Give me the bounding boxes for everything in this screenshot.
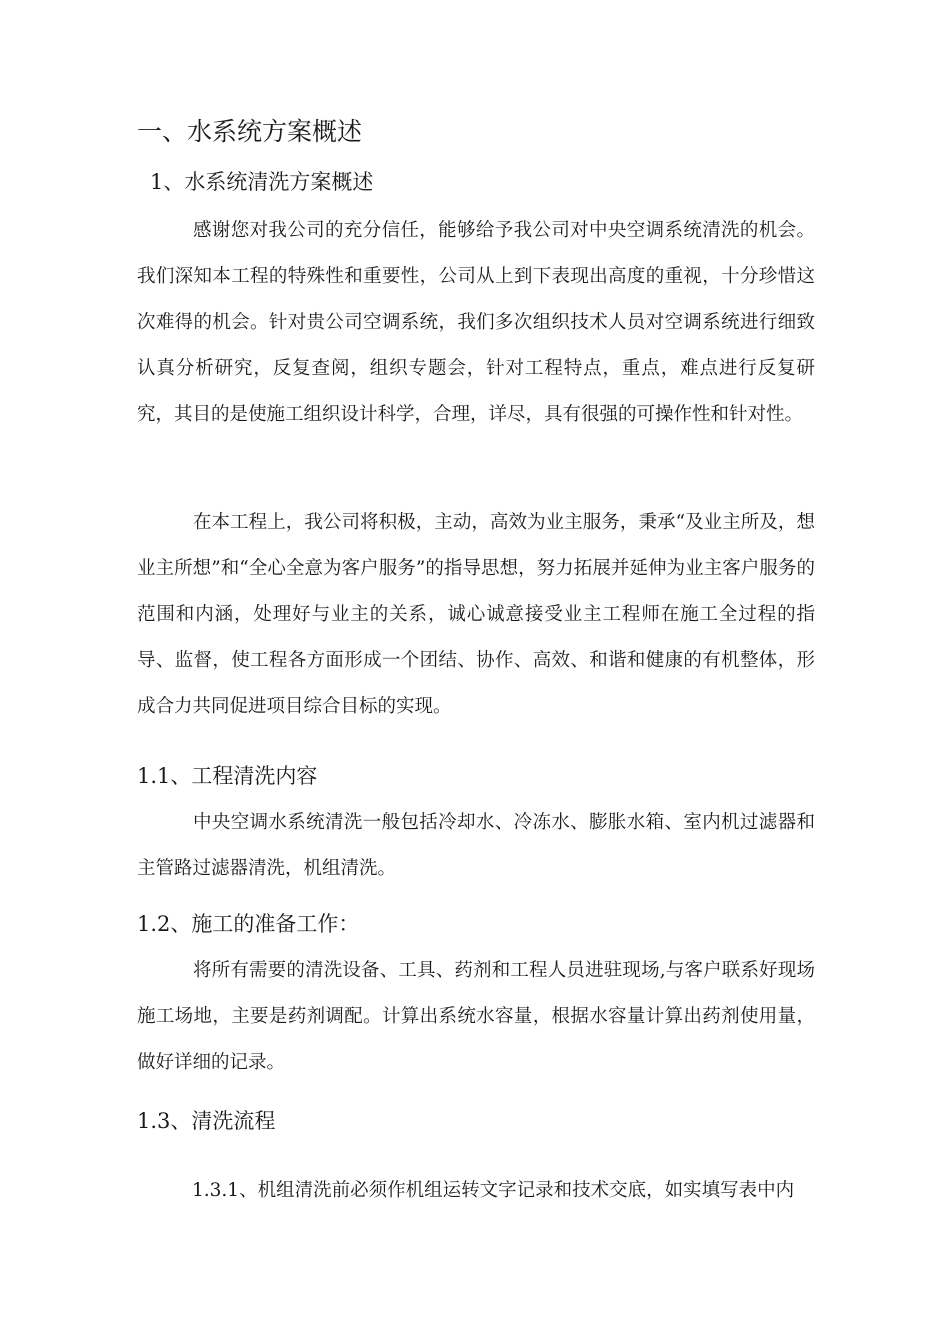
section-1-2-paragraph: 将所有需要的清洗设备、工具、药剂和工程人员进驻现场,与客户联系好现场施工场地，主要是药剂调配。计算出系统水容量，根据水容量计算出药剂使用量，做好详细的记录。 [137, 960, 815, 1073]
section-1-paragraph-1: 感谢您对我公司的充分信任，能够给予我公司对中央空调系统清洗的机会。我们深知本工程的特殊性和重要性，公司从上到下表现出高度的重视，十分珍惜这次难得的机会。针对贵公司空调系统，我们多次组织技术人员对空调系统进行细致认真分析研究，反复查阅，组织专题会，针对工程特点，重点，难点进行反复研究，其目的是使施工组织设计科学，合理，详尽，具有很强的可操作性和针对性。 [137, 220, 815, 425]
section-1-heading: 1、水系统清洗方案概述 [150, 170, 374, 194]
main-heading: 一、水系统方案概述 [137, 117, 363, 146]
section-1-3-1-paragraph: 1.3.1、机组清洗前必须作机组运转文字记录和技术交底，如实填写表中内 [192, 1180, 795, 1201]
section-1-paragraph-2: 在本工程上，我公司将积极，主动，高效为业主服务，秉承“及业主所及，想业主所想”和“全心全意为客户服务”的指导思想，努力拓展并延伸为业主客户服务的范围和内涵，处理好与业主的关系，诚心诚意接受业主工程师在施工全过程的指导、监督，使工程各方面形成一个团结、协作、高效、和谐和健康的有机整体，形成合力共同促进项目综合目标的实现。 [137, 512, 815, 717]
section-1-1-paragraph: 中央空调水系统清洗一般包括冷却水、冷冻水、膨胀水箱、室内机过滤器和主管路过滤器清洗，机组清洗。 [137, 812, 815, 879]
section-1-3-heading: 1.3、清洗流程 [137, 1109, 276, 1133]
section-1-2-heading: 1.2、施工的准备工作： [137, 912, 360, 936]
section-1-1-heading: 1.1、工程清洗内容 [137, 764, 318, 788]
